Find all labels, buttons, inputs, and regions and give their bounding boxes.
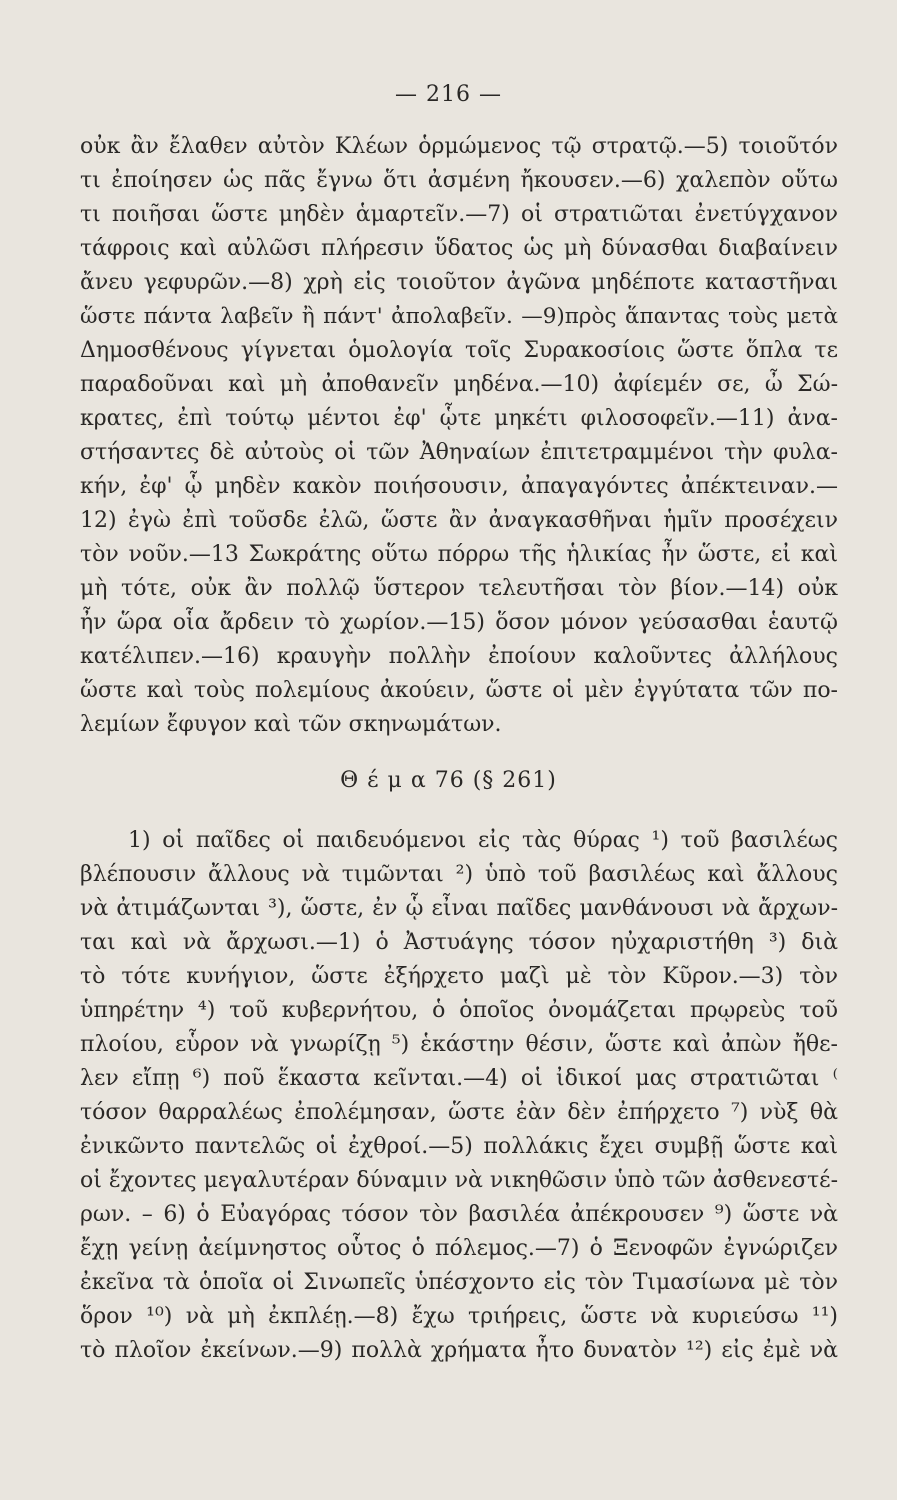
text-line: ἐνικῶντο παντελῶς οἱ ἐχθροί.—5) πολλάκις ἔχει συμβῇ ὥστε καὶ xyxy=(80,1134,838,1159)
text-line: τὸν νοῦν.—13 Σωκράτης οὕτω πόρρω τῆς ἡλικίας ἦν ὥστε, εἰ καὶ xyxy=(80,542,838,567)
text-line: τὸ τότε κυνήγιον, ὥστε ἐξήρχετο μαζὶ μὲ τὸν Κῦρον.—3) τὸν xyxy=(80,964,838,989)
text-line: ὑπηρέτην ⁴) τοῦ κυβερνήτου, ὁ ὁποῖος ὀνομάζεται πρῳρεὺς τοῦ xyxy=(80,998,838,1023)
text-line: λεμίων ἔφυγον καὶ τῶν σκηνωμάτων. xyxy=(80,712,502,737)
text-line: Δημοσθένους γίγνεται ὁμολογία τοῖς Συρακοσίοις ὥστε ὅπλα τε xyxy=(80,338,838,363)
text-line: κατέλιπεν.—16) κραυγὴν πολλὴν ἐποίουν καλοῦντες ἀλλήλους xyxy=(80,644,838,669)
text-line: κήν, ἐφ' ᾧ μηδὲν κακὸν ποιήσουσιν, ἀπαγαγόντες ἀπέκτειναν.— xyxy=(80,474,838,499)
text-line: ὥστε καὶ τοὺς πολεμίους ἀκούειν, ὥστε οἱ μὲν ἐγγύτατα τῶν πο- xyxy=(80,678,838,703)
text-line: ἔχῃ γείνῃ ἀείμνηστος οὗτος ὁ πόλεμος.—7) ὁ Ξενοφῶν ἐγνώριζεν xyxy=(80,1236,838,1261)
text-line: τάφροις καὶ αὐλῶσι πλήρεσιν ὕδατος ὡς μὴ δύνασθαι διαβαίνειν xyxy=(80,236,838,261)
text-line: ὅρον ¹⁰) νὰ μὴ ἐκπλέῃ.—8) ἔχω τριήρεις, ὥστε νὰ κυριεύσω ¹¹) xyxy=(80,1304,838,1329)
exercise-76-text xyxy=(80,824,838,1368)
exercise-75-continued-text xyxy=(80,130,838,742)
text-line: βλέπουσιν ἄλλους νὰ τιμῶνται ²) ὑπὸ τοῦ βασιλέως καὶ ἄλλους xyxy=(80,862,838,887)
text-line: οὐκ ἂν ἔλαθεν αὐτὸν Κλέων ὁρμώμενος τῷ στρατῷ.—5) τοιοῦτόν xyxy=(80,134,838,159)
text-line: πλοίου, εὗρον νὰ γνωρίζῃ ⁵) ἑκάστην θέσιν, ὥστε καὶ ἀπὼν ἤθε- xyxy=(80,1032,838,1057)
text-line: ἄνευ γεφυρῶν.—8) χρὴ εἰς τοιοῦτον ἀγῶνα μηδέποτε καταστῆναι xyxy=(80,270,838,295)
text-line: ρων. – 6) ὁ Εὐαγόρας τόσον τὸν βασιλέα ἀπέκρουσεν ⁹) ὥστε νὰ xyxy=(80,1202,838,1227)
text-line: λεν εἴπῃ ⁶) ποῦ ἕκαστα κεῖνται.—4) οἱ ἰδικοί μας στρατιῶται ⁽ xyxy=(80,1066,838,1091)
text-line: ἦν ὥρα οἷα ἄρδειν τὸ χωρίον.—15) ὅσον μόνον γεύσασθαι ἑαυτῷ xyxy=(80,610,838,635)
text-line: ὥστε πάντα λαβεῖν ἢ πάντ' ἀπολαβεῖν. —9)πρὸς ἅπαντας τοὺς μετὰ xyxy=(80,304,838,329)
text-line: κρατες, ἐπὶ τούτῳ μέντοι ἐφ' ᾧτε μηκέτι φιλοσοφεῖν.—11) ἀνα- xyxy=(80,406,838,431)
page-number: — 216 — xyxy=(395,82,502,107)
text-line: τὸ πλοῖον ἐκείνων.—9) πολλὰ χρήματα ἦτο δυνατὸν ¹²) εἰς ἐμὲ νὰ xyxy=(80,1338,838,1363)
text-line: νὰ ἀτιμάζωνται ³), ὥστε, ἐν ᾧ εἶναι παῖδες μανθάνουσι νὰ ἄρχων- xyxy=(80,896,838,921)
text-line: τι ἐποίησεν ὡς πᾶς ἔγνω ὅτι ἀσμένη ἤκουσεν.—6) χαλεπὸν οὕτω xyxy=(80,168,838,193)
text-line: μὴ τότε, οὐκ ἂν πολλῷ ὕστερον τελευτῆσαι τὸν βίον.—14) οὐκ xyxy=(80,576,838,601)
text-line: ται καὶ νὰ ἄρχωσι.—1) ὁ Ἀστυάγης τόσον ηὐχαριστήθη ³) διὰ xyxy=(80,930,838,955)
text-line: στήσαντες δὲ αὐτοὺς οἱ τῶν Ἀθηναίων ἐπιτετραμμένοι τὴν φυλα- xyxy=(80,440,838,465)
text-line: οἱ ἔχοντες μεγαλυτέραν δύναμιν νὰ νικηθῶσιν ὑπὸ τῶν ἀσθενεστέ- xyxy=(80,1168,838,1193)
text-line: ἐκεῖνα τὰ ὁποῖα οἱ Σινωπεῖς ὑπέσχοντο εἰς τὸν Τιμασίωνα μὲ τὸν xyxy=(80,1270,838,1295)
text-line: 1) οἱ παῖδες οἱ παιδευόμενοι εἰς τὰς θύρας ¹) τοῦ βασιλέως xyxy=(128,828,838,853)
text-line: τι ποιῆσαι ὥστε μηδὲν ἁμαρτεῖν.—7) οἱ στρατιῶται ἐνετύγχανον xyxy=(80,202,838,227)
text-line: 12) ἐγὼ ἐπὶ τοῦσδε ἐλῶ, ὥστε ἂν ἀναγκασθῆναι ἡμῖν προσέχειν xyxy=(80,508,838,533)
text-line: τόσον θαρραλέως ἐπολέμησαν, ὥστε ἐὰν δὲν ἐπήρχετο ⁷) νὺξ θὰ xyxy=(80,1100,838,1125)
text-line: παραδοῦναι καὶ μὴ ἀποθανεῖν μηδένα.—10) ἀφίεμέν σε, ὦ Σώ- xyxy=(80,372,838,397)
exercise-heading: Θ έ μ α 76 (§ 261) xyxy=(340,768,557,793)
